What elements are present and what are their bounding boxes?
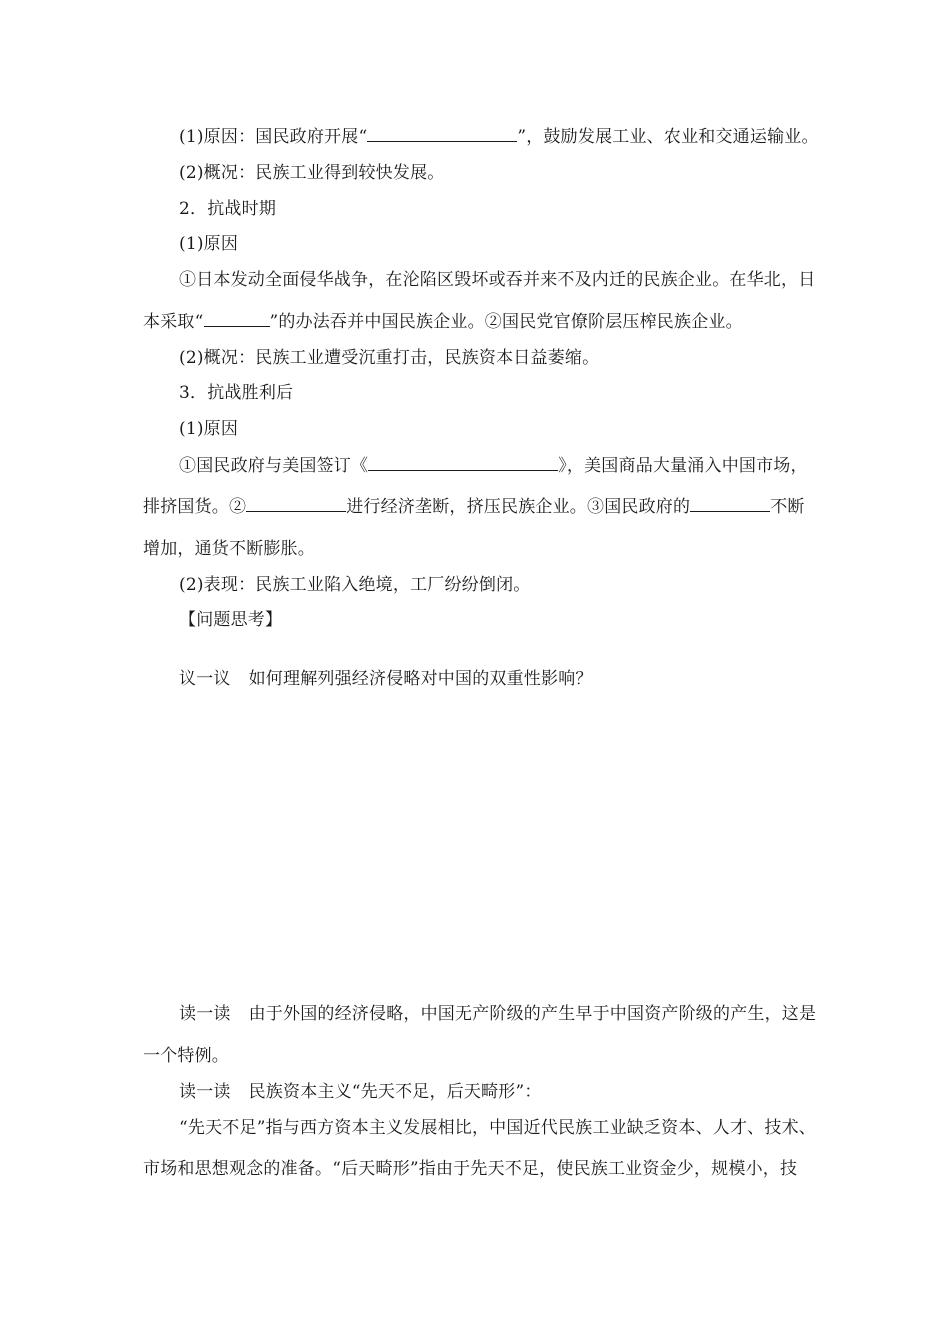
s3-line1 (179, 455, 808, 477)
s3-line2-middle: 进行经济垄断，挤压民族企业。③国民政府的 (346, 497, 691, 517)
s1-cause-suffix: ”，鼓励发展工业、农业和交通运输业。 (517, 127, 819, 147)
fill-blank[interactable] (367, 126, 517, 142)
read1-line1 (179, 1003, 816, 1025)
s3-line2-suffix: 不断 (770, 497, 805, 517)
s3-status-line: (2)表现：民族工业陷入绝境，工厂纷纷倒闭。 (179, 575, 531, 595)
fill-blank[interactable] (246, 496, 346, 512)
s2-item1-line2-suffix: ”的办法吞并中国民族企业。②国民党官僚阶层压榨民族企业。 (269, 312, 743, 332)
read1-line2: 一个特例。 (143, 1046, 229, 1066)
s3-line2-prefix: 排挤国货。② (143, 497, 247, 517)
s2-cause-label: (1)原因 (179, 234, 239, 254)
s2-status-line: (2)概况：民族工业遭受沉重打击，民族资本日益萎缩。 (179, 348, 600, 368)
s2-item1-line2 (143, 311, 743, 333)
read2-title-line (179, 1081, 542, 1103)
discuss-line (179, 668, 593, 690)
s1-cause-line (179, 126, 819, 148)
s3-heading: 3．抗战胜利后 (179, 383, 294, 403)
s3-line2 (143, 496, 805, 518)
s3-line1-prefix: ①国民政府与美国签订《 (179, 456, 369, 476)
discuss-text: 如何理解列强经济侵略对中国的双重性影响？ (248, 669, 593, 689)
s3-cause-label: (1)原因 (179, 419, 239, 439)
discuss-label: 议一议 (179, 669, 231, 689)
fill-blank[interactable] (204, 311, 270, 327)
s2-heading: 2．抗战时期 (179, 199, 277, 219)
s2-item1-line2-prefix: 本采取“ (143, 312, 204, 332)
s3-line3: 增加，通货不断膨胀。 (143, 539, 315, 559)
s1-cause-prefix: (1)原因：国民政府开展“ (179, 127, 368, 147)
s1-status-line: (2)概况：民族工业得到较快发展。 (179, 163, 445, 183)
read1-text: 由于外国的经济侵略，中国无产阶级的产生早于中国资产阶级的产生，这是 (248, 1004, 817, 1024)
fill-blank[interactable] (690, 496, 770, 512)
s3-line1-suffix: 》，美国商品大量涌入中国市场， (558, 456, 808, 476)
fill-blank[interactable] (368, 455, 558, 471)
read2-title: 民族资本主义“先天不足，后天畸形”： (248, 1082, 542, 1102)
questions-header: 【问题思考】 (179, 610, 283, 630)
read1-label: 读一读 (179, 1004, 231, 1024)
read2-label: 读一读 (179, 1082, 231, 1102)
read2-line2: 市场和思想观念的准备。“后天畸形”指由于先天不足，使民族工业资金少，规模小，技 (143, 1159, 798, 1179)
s2-item1-line1: ①日本发动全面侵华战争，在沦陷区毁坏或吞并来不及内迁的民族企业。在华北，日 (179, 270, 816, 290)
read2-line1: “先天不足”指与西方资本主义发展相比，中国近代民族工业缺乏资本、人才、技术、 (179, 1118, 816, 1138)
